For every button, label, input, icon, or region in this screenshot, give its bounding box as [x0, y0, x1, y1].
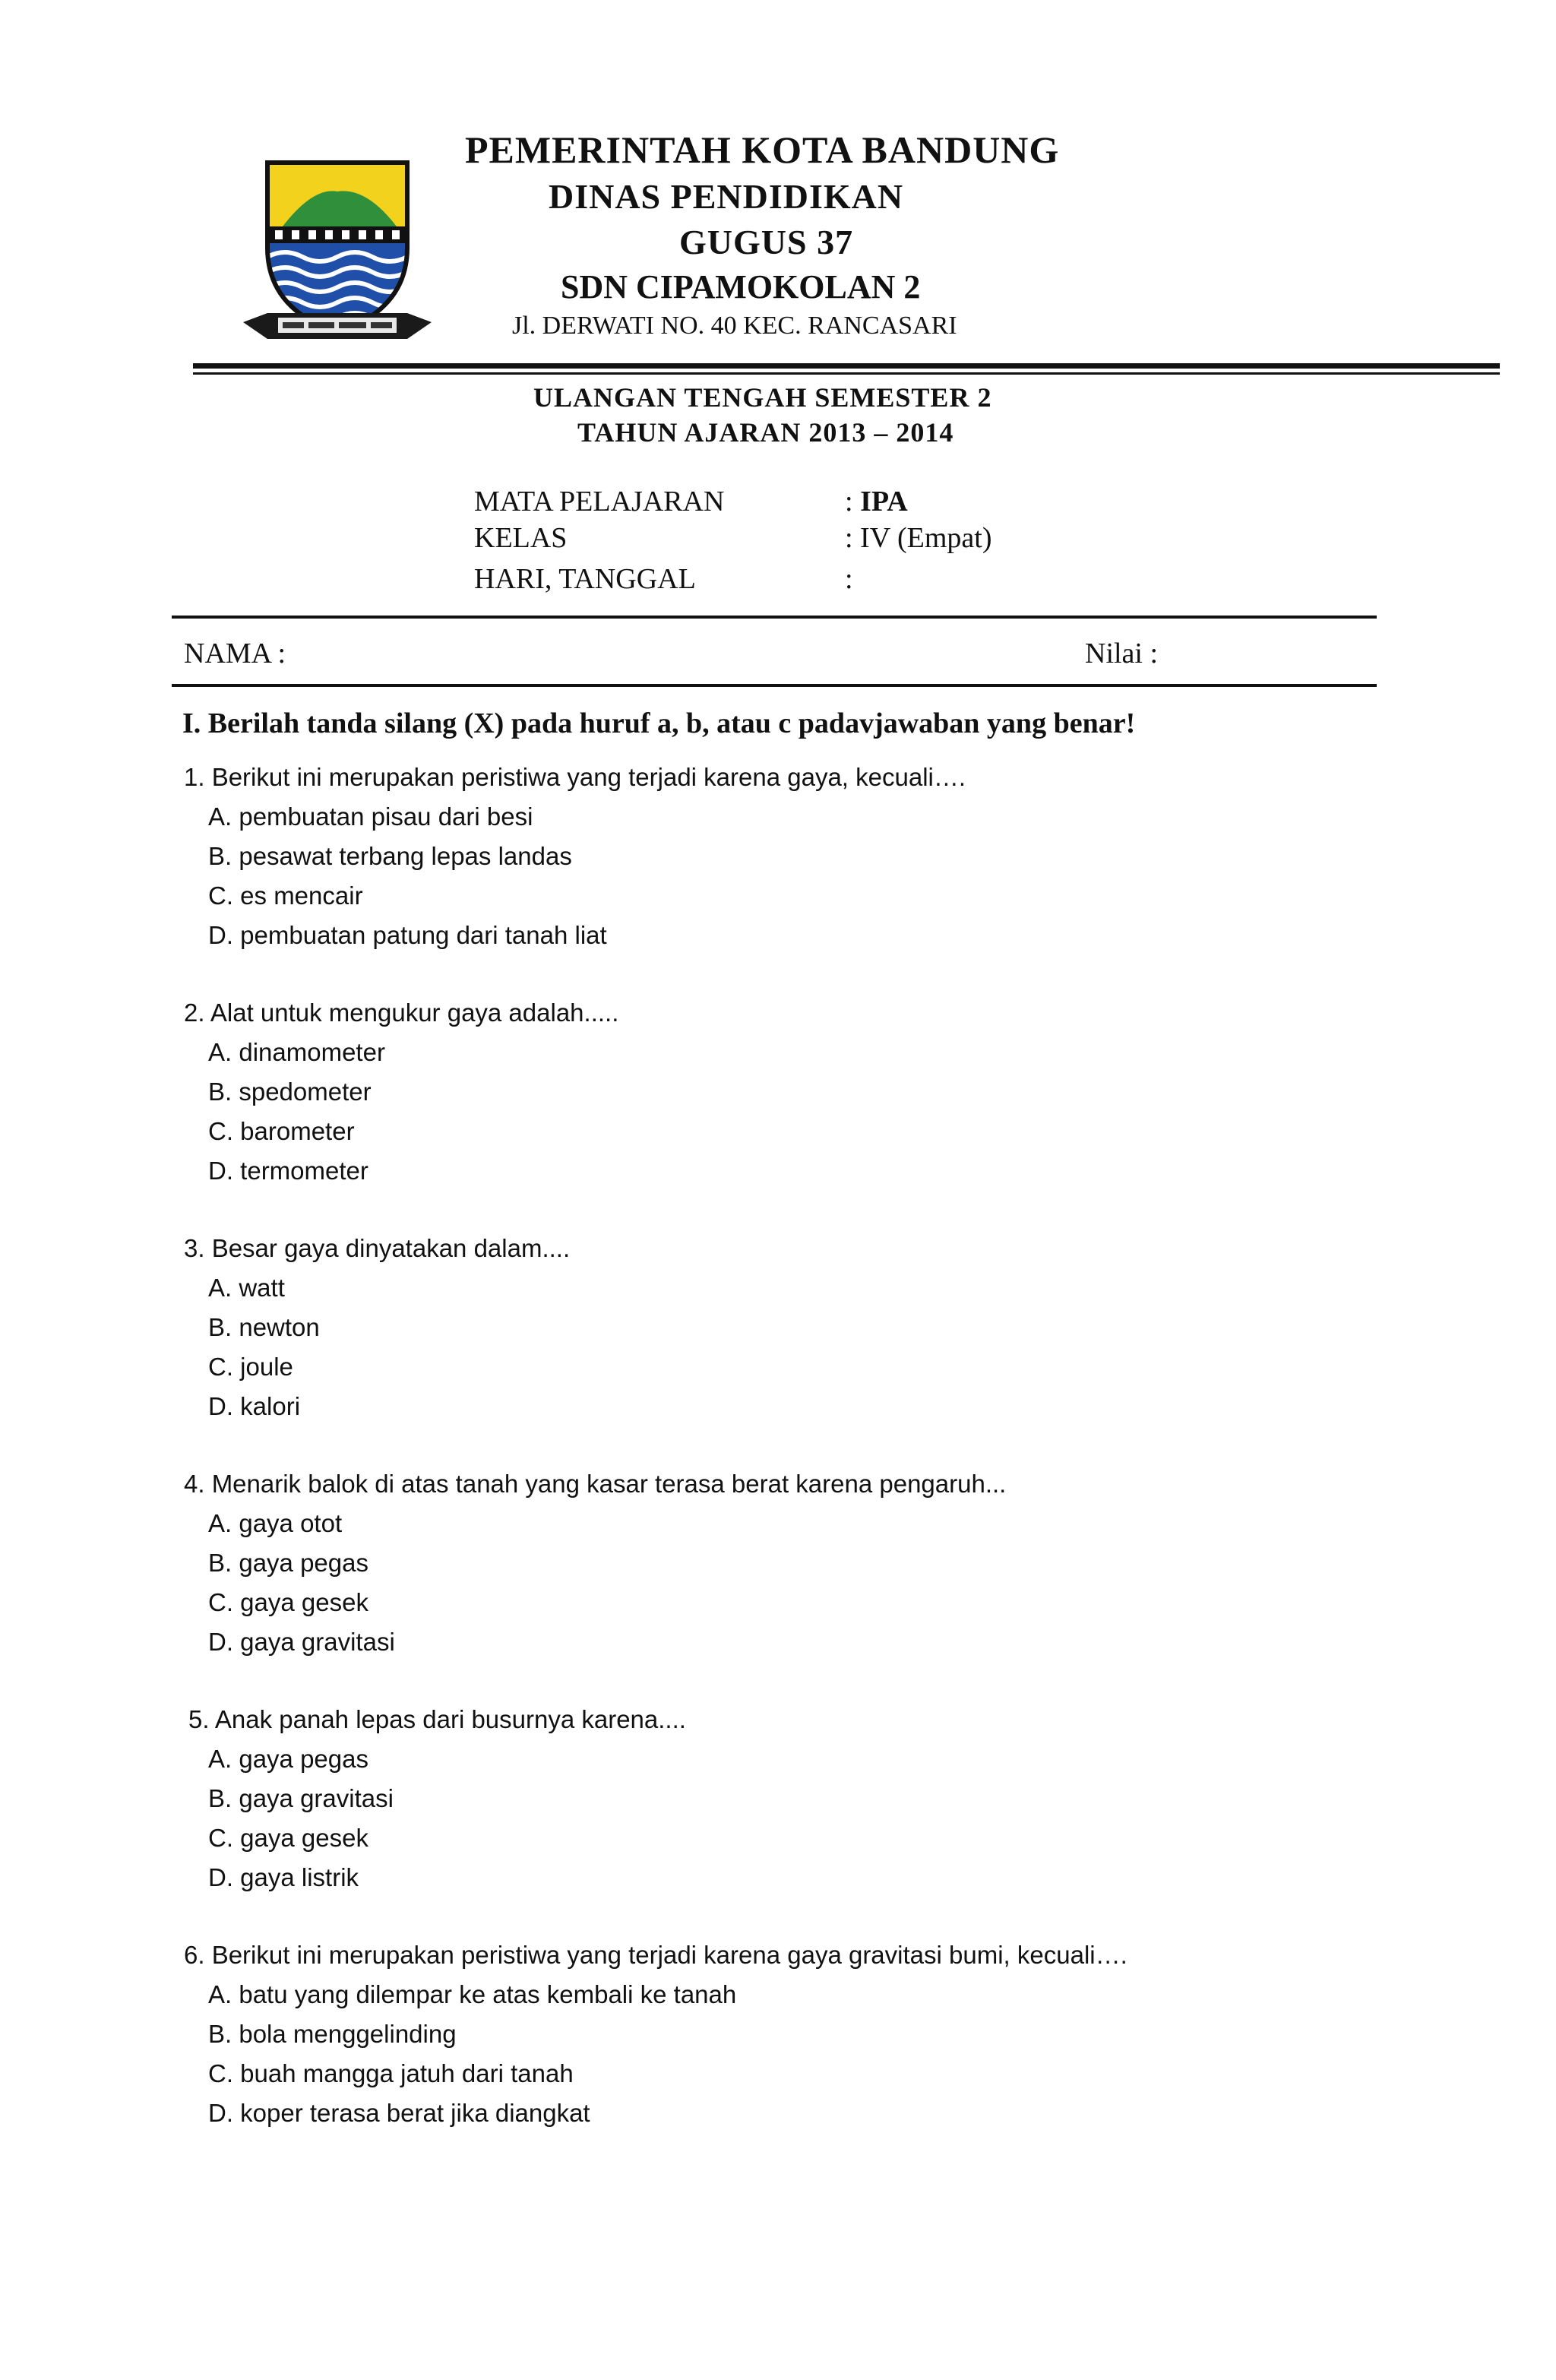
score-label: Nilai :: [1085, 638, 1159, 669]
question-5-option-d[interactable]: D. gaya listrik: [208, 1863, 359, 1891]
class-label: KELAS: [474, 522, 568, 554]
question-5-option-b[interactable]: B. gaya gravitasi: [208, 1784, 394, 1812]
exam-title: ULANGAN TENGAH SEMESTER 2: [533, 382, 992, 413]
question-6-option-a[interactable]: A. batu yang dilempar ke atas kembali ke tanah: [208, 1980, 737, 2008]
date-label: HARI, TANGGAL: [474, 563, 696, 595]
header-address: Jl. DERWATI NO. 40 KEC. RANCASARI: [512, 312, 957, 340]
question-6-option-b[interactable]: B. bola menggelinding: [208, 2020, 457, 2048]
subject-label: MATA PELAJARAN: [474, 486, 725, 517]
question-1-option-b[interactable]: B. pesawat terbang lepas landas: [208, 842, 572, 870]
question-3-option-d[interactable]: D. kalori: [208, 1392, 301, 1420]
question-1: 1. Berikut ini merupakan peristiwa yang terjadi karena gaya, kecuali….: [184, 763, 966, 791]
question-3: 3. Besar gaya dinyatakan dalam....: [184, 1234, 571, 1262]
question-1-option-d[interactable]: D. pembuatan patung dari tanah liat: [208, 921, 607, 949]
header-department: DINAS PENDIDIKAN: [549, 177, 904, 216]
question-2-option-a[interactable]: A. dinamometer: [208, 1038, 385, 1066]
subject-value: : IPA: [845, 486, 908, 517]
academic-year: TAHUN AJARAN 2013 – 2014: [577, 417, 954, 448]
header-government: PEMERINTAH KOTA BANDUNG: [465, 128, 1060, 171]
question-6-option-d[interactable]: D. koper terasa berat jika diangkat: [208, 2099, 590, 2127]
date-value: :: [845, 563, 853, 595]
question-4-option-b[interactable]: B. gaya pegas: [208, 1549, 368, 1577]
question-4-option-d[interactable]: D. gaya gravitasi: [208, 1628, 395, 1656]
question-1-option-c[interactable]: C. es mencair: [208, 881, 363, 910]
question-6: 6. Berikut ini merupakan peristiwa yang terjadi karena gaya gravitasi bumi, kecuali….: [184, 1941, 1127, 1969]
letterhead-thin-rule: [193, 372, 1500, 375]
section-instruction: I. Berilah tanda silang (X) pada huruf a, b, atau c padavjawaban yang benar!: [182, 707, 1136, 739]
question-2-option-d[interactable]: D. termometer: [208, 1157, 368, 1185]
header-school-name: SDN CIPAMOKOLAN 2: [561, 268, 921, 305]
question-4-option-a[interactable]: A. gaya otot: [208, 1509, 343, 1537]
question-4-option-c[interactable]: C. gaya gesek: [208, 1588, 368, 1616]
question-3-option-c[interactable]: C. joule: [208, 1353, 293, 1381]
name-label: NAMA :: [184, 638, 286, 669]
question-3-option-b[interactable]: B. newton: [208, 1313, 320, 1341]
question-2: 2. Alat untuk mengukur gaya adalah.....: [184, 999, 619, 1027]
header-cluster: GUGUS 37: [679, 223, 854, 261]
question-5: 5. Anak panah lepas dari busurnya karena....: [188, 1705, 686, 1733]
question-5-option-a[interactable]: A. gaya pegas: [208, 1745, 368, 1773]
question-1-option-a[interactable]: A. pembuatan pisau dari besi: [208, 802, 533, 831]
letterhead-thick-rule: [193, 363, 1500, 369]
question-3-option-a[interactable]: A. watt: [208, 1274, 285, 1302]
question-2-option-b[interactable]: B. spedometer: [208, 1078, 372, 1106]
name-box-top-rule: [172, 616, 1377, 619]
class-value: : IV (Empat): [845, 522, 992, 554]
question-6-option-c[interactable]: C. buah mangga jatuh dari tanah: [208, 2059, 574, 2087]
city-emblem-logo: [237, 157, 438, 347]
question-2-option-c[interactable]: C. barometer: [208, 1117, 355, 1145]
name-box-bottom-rule: [172, 684, 1377, 687]
question-4: 4. Menarik balok di atas tanah yang kasar terasa berat karena pengaruh...: [184, 1470, 1007, 1498]
question-5-option-c[interactable]: C. gaya gesek: [208, 1824, 368, 1852]
